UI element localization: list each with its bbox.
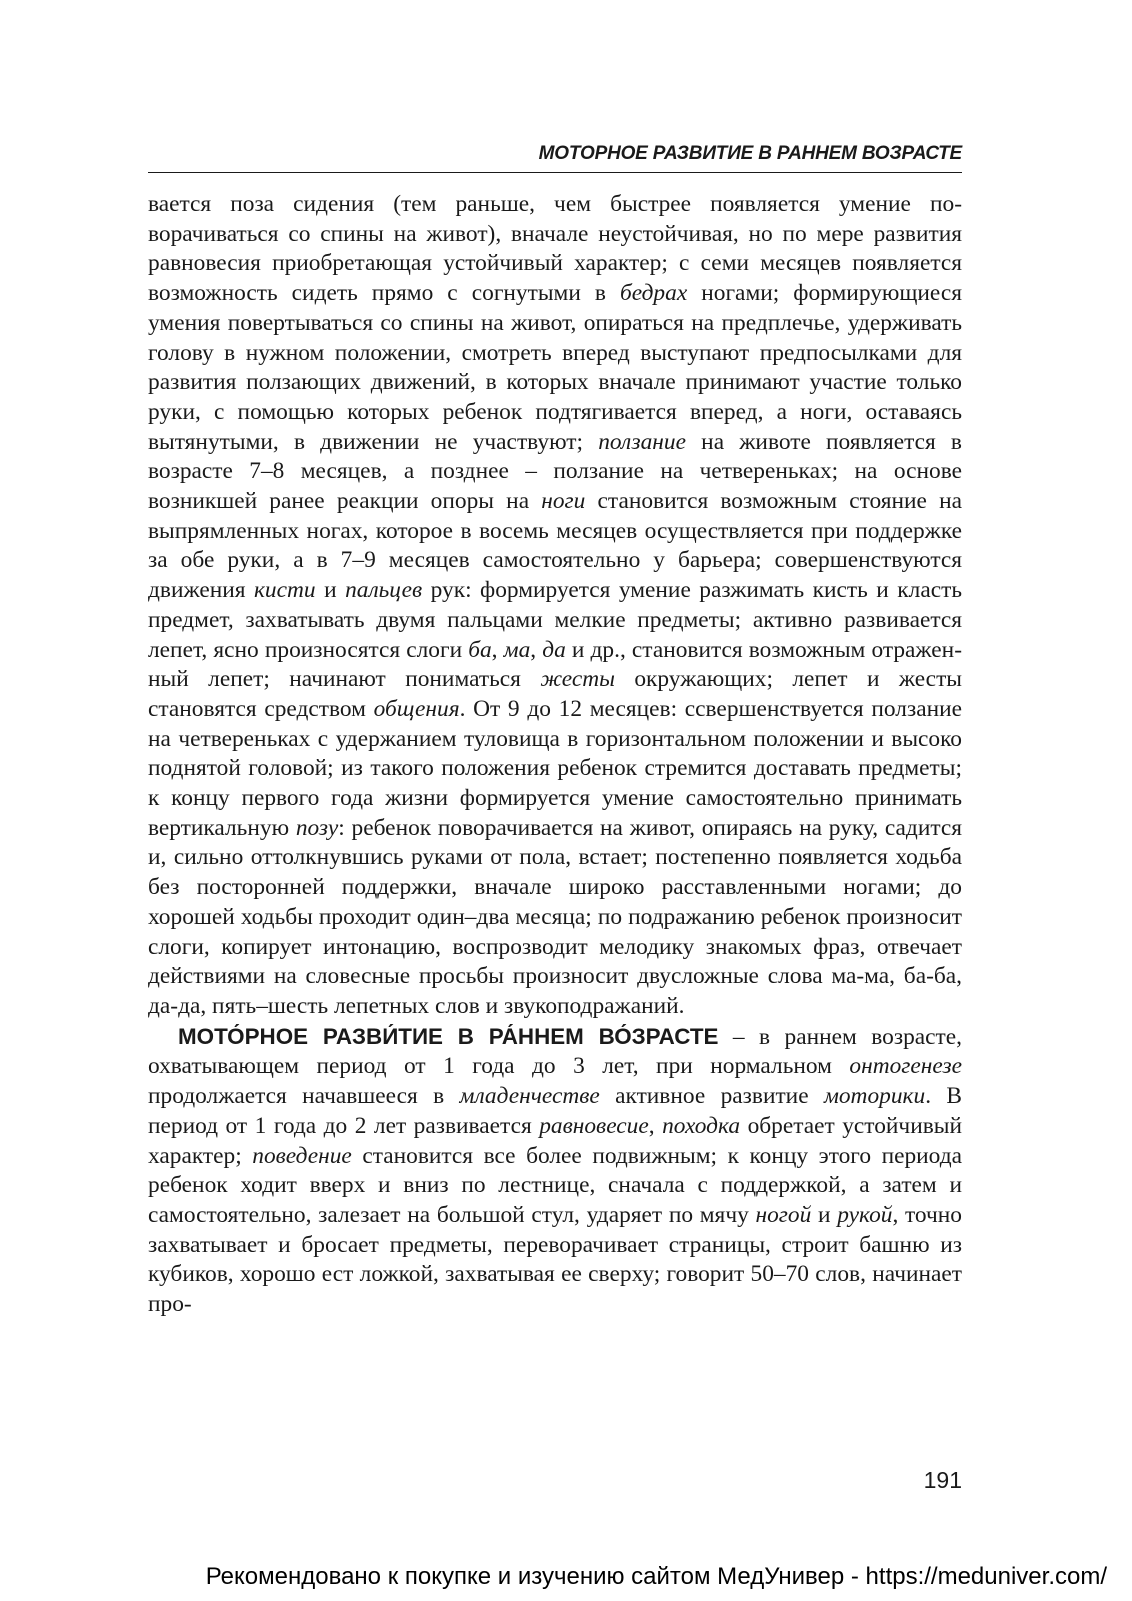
italic-term: общения [373, 695, 460, 722]
italic-term: бедрах [620, 280, 688, 307]
italic-term: ма [503, 636, 531, 663]
entry-term: МОТО́РНОЕ РАЗВИ́ТИЕ В РА́ННЕМ ВО́ЗРАСТЕ [178, 1023, 719, 1049]
italic-term: ногой [755, 1201, 812, 1228]
italic-term: ползание [598, 428, 686, 455]
italic-term: походка [662, 1112, 741, 1139]
italic-term: да [542, 636, 566, 663]
italic-term: рукой [837, 1201, 893, 1228]
text-run: становится возможным стояние на выпрямленных ногах, которое в восемь месяцев осуществляется при поддержке за обе руки, а в 7–9 месяцев самостоятельно у барьера; совершенствуются движения [148, 488, 962, 604]
paragraph-2-text [148, 1024, 962, 1317]
text-run: рук: формируется умение разжимать кисть и класть предмет, захватывать двумя пальцами мелкие предметы; активно развивается лепет, ясно произносятся слоги [148, 577, 962, 663]
italic-term: жесты [540, 666, 615, 693]
italic-term: поведение [252, 1142, 352, 1169]
text-run: : ребенок поворачивается на живот, опираясь на руку, садится и, сильно оттолкнувшись руками от пола, встает; постепенно появляется ходьба без посторонней поддержки, вначале широко расставленными ногами; до хорошей ходьбы проходит один–два месяца; по подражанию ребенок произносит слоги, копирует интонацию, воспрозводит мелодику знакомых фраз, отвечает действиями на словесные просьбы произносит двусложные слова ма-ма, ба-ба, да-да, пять–шесть лепетных слов и звукоподражаний. [148, 814, 962, 1019]
italic-term: пальцев [345, 577, 423, 604]
italic-term: моторики [823, 1083, 926, 1110]
paragraph-1 [148, 190, 962, 1022]
text-run: активное развитие [599, 1083, 824, 1110]
text-run: , точно захватывает и бросает предметы, переворачивает страницы, строит башню из кубиков, хорошо ест ложкой, захватывая ее сверху; говорит 50–70 слов, начинает про- [148, 1201, 962, 1318]
italic-term: онтогенезе [849, 1053, 962, 1080]
text-run: . От 9 до 12 месяцев: ссвершенствуется ползание на четвереньках с удержанием туловища в горизонтальном положении и высоко поднятой головой; из такого положения ребенок стремится доставать предметы; к концу первого года жизни формируется умение самостоятельно принимать вертикальную [148, 695, 962, 841]
page-number: 191 [923, 1467, 962, 1493]
italic-term: кисти [253, 577, 316, 604]
header-rule [148, 172, 962, 173]
italic-term: ба [468, 636, 492, 663]
italic-term: ноги [541, 488, 586, 515]
running-head-title: МОТОРНОЕ РАЗВИТИЕ В РАННЕМ ВОЗРАСТЕ [538, 143, 962, 164]
italic-term: равновесие [539, 1112, 649, 1139]
text-run: и [811, 1201, 838, 1228]
text-run: – в раннем возрасте, охватывающем период от 1 года до 3 лет, при нормальном [148, 1023, 962, 1080]
italic-term: позу [295, 814, 339, 841]
article-body [148, 190, 962, 1320]
text-run: окружающих; лепет и жесты становятся средством [148, 666, 963, 722]
text-run: ногами; формирующиеся умения повертываться со спины на живот, опираться на предплечье, удерживать голову в нужном положении, смотреть вперед выступают предпосылками для развития ползающих движений, в которых вначале принимают участие только руки, с помощью которых ребенок подтягивается вперед, а ноги, оставаясь вытянутыми, в движении не участвуют; [148, 280, 963, 455]
italic-term: младенчестве [459, 1083, 600, 1110]
footer-recommendation: Рекомендовано к покупке и изучению сайтом МедУнивер - https://meduniver.com/ [205, 1563, 1107, 1590]
text-run: становится все более подвижным; к концу этого периода ребенок ходит вверх и вниз по лестнице, сначала с поддержкой, а затем и самостоятельно, залезает на большой стул, ударяет по мячу [148, 1142, 962, 1228]
text-run: . В период от 1 года до 2 лет развивается [148, 1083, 962, 1139]
text-run: , [648, 1112, 663, 1139]
text-run: обретает устойчивый характер; [148, 1112, 962, 1169]
text-run: и [315, 577, 346, 604]
text-run: , [491, 636, 504, 663]
text-run: вается поза сидения (тем раньше, чем быстрее появляется умение поворачиваться со спины на живот), вначале неустойчивая, но по мере развития равновесия приобретающая устойчивый характер; с семи месяцев появляется возможность сидеть прямо с согнутыми в [148, 191, 962, 307]
text-run: , [530, 636, 543, 663]
text-run: продолжается начавшееся в [148, 1083, 460, 1110]
text-run: и др., становится возможным отраженный лепет; начинают пониматься [148, 636, 962, 693]
text-run: на животе появляется в возрасте 7–8 месяцев, а позднее – ползание на четвереньках; на основе возникшей ранее реакции опоры на [148, 428, 962, 515]
paragraph-2 [148, 1022, 962, 1320]
